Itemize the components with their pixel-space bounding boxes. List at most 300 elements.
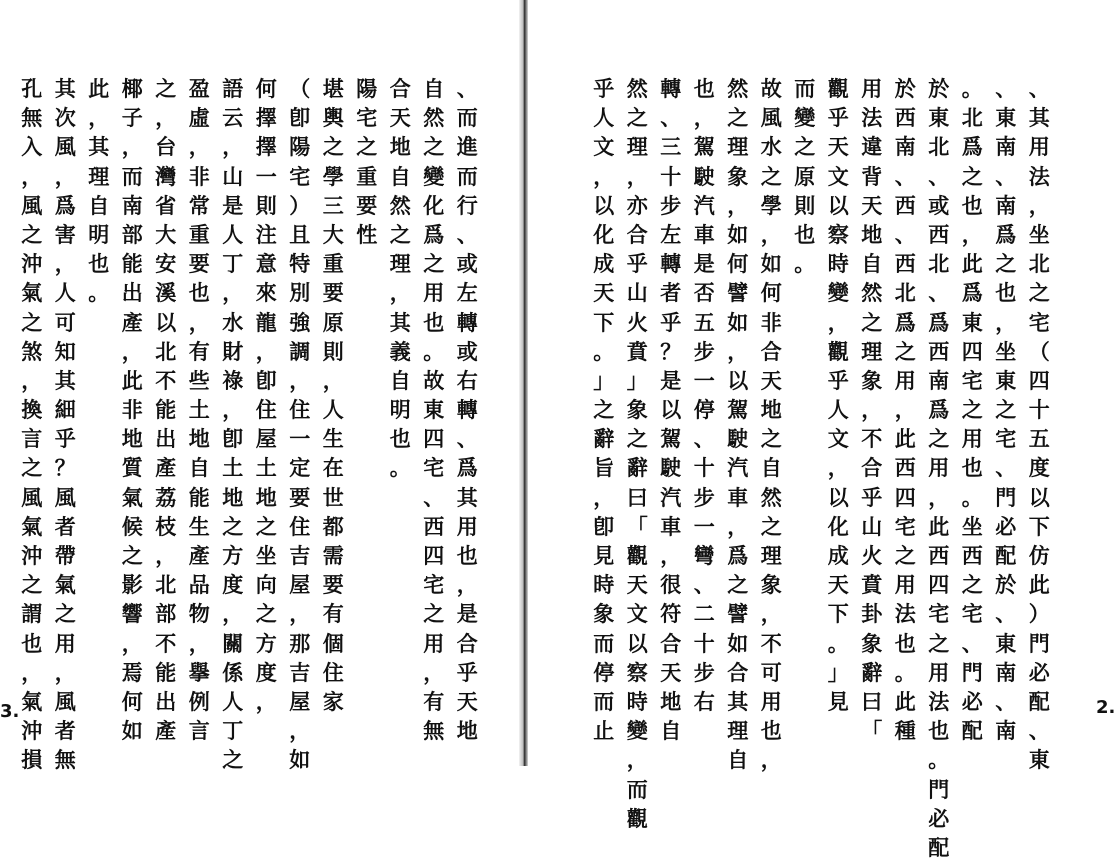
character: 生 — [188, 513, 210, 539]
character: 北 — [894, 280, 916, 306]
character: 之 — [593, 397, 615, 423]
text-column — [788, 74, 822, 862]
text-column — [317, 74, 351, 775]
character: 宅 — [961, 367, 983, 393]
character: 辭 — [593, 426, 615, 452]
character: 坐 — [961, 513, 983, 539]
character: 法 — [1028, 163, 1050, 189]
character: 駕 — [693, 134, 715, 160]
character: 風 — [54, 484, 76, 510]
character: 也 — [928, 718, 950, 744]
character: 停 — [693, 397, 715, 423]
character: 宅 — [1028, 309, 1050, 335]
character: ， — [1028, 192, 1050, 218]
character: 一 — [289, 426, 311, 452]
character: 質 — [121, 455, 143, 481]
character: 南 — [995, 192, 1017, 218]
character: 亦 — [626, 192, 648, 218]
character: ， — [423, 659, 445, 685]
character: 卽 — [289, 105, 311, 131]
character: 如 — [727, 221, 749, 247]
character: 者 — [54, 718, 76, 744]
character: 時 — [593, 572, 615, 598]
character: 之 — [961, 572, 983, 598]
character: 性 — [356, 221, 378, 247]
character: 自 — [389, 163, 411, 189]
character: 住 — [289, 513, 311, 539]
character: 些 — [188, 367, 210, 393]
character: ， — [54, 251, 76, 277]
character: 合 — [861, 455, 883, 481]
character: 必 — [1028, 659, 1050, 685]
character: 用 — [456, 513, 478, 539]
character: 理 — [727, 134, 749, 160]
text-column — [755, 74, 789, 862]
character: 其 — [727, 688, 749, 714]
character: 風 — [54, 134, 76, 160]
character: 停 — [593, 659, 615, 685]
character: （ — [1028, 338, 1050, 364]
character: 影 — [121, 572, 143, 598]
character: 之 — [21, 572, 43, 598]
character: 西 — [961, 543, 983, 568]
character: 西 — [894, 455, 916, 481]
text-column — [15, 74, 49, 775]
character: 爲 — [928, 309, 950, 335]
character: 轉 — [660, 251, 682, 277]
character: 丁 — [222, 251, 244, 277]
character: ， — [188, 309, 210, 335]
character: 門 — [1028, 630, 1050, 656]
character: 之 — [961, 163, 983, 189]
character: 之 — [995, 251, 1017, 277]
character: 人 — [54, 280, 76, 306]
character: 象 — [861, 630, 883, 656]
character: 車 — [727, 484, 749, 510]
character: 西 — [928, 543, 950, 568]
character: 變 — [794, 105, 816, 131]
character: 那 — [289, 630, 311, 656]
character: 人 — [827, 397, 849, 423]
character: 見 — [827, 688, 849, 714]
character: 沖 — [21, 543, 43, 568]
character: 車 — [660, 513, 682, 539]
character: 爲 — [727, 543, 749, 568]
character: 用 — [1028, 134, 1050, 160]
character: 合 — [760, 338, 782, 364]
character: 乎 — [626, 251, 648, 277]
text-column — [621, 74, 655, 862]
character: 很 — [660, 572, 682, 598]
character: 風 — [760, 105, 782, 131]
character: 自 — [760, 455, 782, 481]
text-column — [822, 74, 856, 862]
character: 龍 — [255, 309, 277, 335]
character: 象 — [626, 397, 648, 423]
character: 十 — [693, 630, 715, 656]
character: 安 — [155, 251, 177, 277]
text-column — [216, 74, 250, 775]
character: 步 — [693, 659, 715, 685]
character: 北 — [961, 105, 983, 131]
character: 也 — [693, 76, 715, 101]
character: 其 — [54, 367, 76, 393]
text-column — [149, 74, 183, 775]
character: 見 — [593, 543, 615, 568]
character: 。 — [88, 280, 110, 306]
character: 省 — [155, 192, 177, 218]
character: 十 — [660, 163, 682, 189]
character: 然 — [423, 105, 445, 131]
character: 乎 — [456, 659, 478, 685]
character: 無 — [54, 747, 76, 773]
book-spine — [519, 0, 528, 766]
text-column — [384, 74, 418, 775]
character: 法 — [894, 601, 916, 627]
character: 焉 — [121, 659, 143, 685]
character: 文 — [827, 163, 849, 189]
page-number: 3. — [0, 701, 20, 722]
character: 文 — [593, 134, 615, 160]
character: ， — [155, 543, 177, 568]
character: 家 — [322, 688, 344, 714]
text-column — [889, 74, 923, 862]
character: 之 — [21, 221, 43, 247]
character: 溪 — [155, 280, 177, 306]
character: 東 — [995, 630, 1017, 656]
character: 駛 — [727, 426, 749, 452]
character: 在 — [322, 455, 344, 481]
character: 、 — [995, 163, 1017, 189]
character: 汽 — [727, 455, 749, 481]
character: 之 — [760, 426, 782, 452]
character: 以 — [827, 192, 849, 218]
character: ， — [727, 192, 749, 218]
character: 彎 — [693, 543, 715, 568]
character: 乎 — [593, 76, 615, 101]
character: 也 — [389, 426, 411, 452]
character: 或 — [928, 192, 950, 218]
character: 、 — [928, 280, 950, 306]
character: 子 — [121, 105, 143, 131]
character: ， — [894, 397, 916, 423]
character: 、 — [1028, 718, 1050, 744]
character: 沖 — [21, 251, 43, 277]
character: 物 — [188, 601, 210, 627]
character: 理 — [727, 718, 749, 744]
character: 北 — [155, 338, 177, 364]
character: 西 — [423, 513, 445, 539]
character: 天 — [827, 572, 849, 598]
character: 卦 — [861, 601, 883, 627]
character: 乎 — [660, 309, 682, 335]
character: 種 — [894, 718, 916, 744]
character: 、 — [456, 426, 478, 452]
character: 人 — [322, 397, 344, 423]
character: 理 — [88, 163, 110, 189]
character: 下 — [1028, 513, 1050, 539]
character: 有 — [322, 601, 344, 627]
character: 是 — [222, 192, 244, 218]
character: 以 — [626, 630, 648, 656]
character: 譬 — [727, 280, 749, 306]
character: 原 — [322, 309, 344, 335]
character: 之 — [155, 76, 177, 101]
character: 能 — [155, 397, 177, 423]
character: 出 — [121, 280, 143, 306]
character: 然 — [626, 76, 648, 101]
character: 此 — [88, 76, 110, 101]
character: 其 — [88, 134, 110, 160]
text-column — [1023, 74, 1057, 862]
character: 地 — [188, 426, 210, 452]
character: 觀 — [827, 76, 849, 101]
character: ， — [54, 659, 76, 685]
character: 特 — [289, 251, 311, 277]
text-column — [721, 74, 755, 862]
character: ， — [961, 221, 983, 247]
character: ， — [322, 367, 344, 393]
character: ， — [861, 397, 883, 423]
character: 西 — [928, 221, 950, 247]
character: 必 — [995, 513, 1017, 539]
character: 駛 — [660, 455, 682, 481]
character: 個 — [322, 630, 344, 656]
character: 之 — [928, 426, 950, 452]
character: 沖 — [21, 718, 43, 744]
character: 之 — [21, 309, 43, 335]
text-column — [183, 74, 217, 775]
character: 進 — [456, 134, 478, 160]
character: 成 — [593, 251, 615, 277]
character: 也 — [961, 455, 983, 481]
character: 產 — [155, 455, 177, 481]
character: 調 — [289, 338, 311, 364]
character: 合 — [626, 221, 648, 247]
character: 、 — [995, 688, 1017, 714]
character: 爲 — [961, 280, 983, 306]
text-column — [922, 74, 956, 862]
character: 觀 — [827, 338, 849, 364]
character: 十 — [693, 455, 715, 481]
character: 無 — [21, 105, 43, 131]
character: ， — [727, 513, 749, 539]
character: 人 — [593, 105, 615, 131]
character: 化 — [423, 192, 445, 218]
character: 是 — [693, 251, 715, 277]
character: ， — [593, 163, 615, 189]
character: 能 — [155, 659, 177, 685]
character: 爲 — [423, 221, 445, 247]
character: 於 — [995, 572, 1017, 598]
character: 右 — [693, 688, 715, 714]
character: 象 — [861, 367, 883, 393]
character: 地 — [456, 718, 478, 744]
character: 之 — [21, 455, 43, 481]
character: 之 — [861, 309, 883, 335]
character: 爲 — [961, 134, 983, 160]
character: 次 — [54, 105, 76, 131]
character: 宅 — [995, 426, 1017, 452]
character: 不 — [861, 426, 883, 452]
character: 其 — [54, 76, 76, 101]
character: 西 — [894, 192, 916, 218]
character: 自 — [188, 455, 210, 481]
character: 。 — [593, 338, 615, 364]
character: 用 — [423, 280, 445, 306]
character: ， — [21, 367, 43, 393]
character: 別 — [289, 280, 311, 306]
character: 變 — [423, 163, 445, 189]
character: 如 — [121, 718, 143, 744]
character: 駕 — [727, 397, 749, 423]
character: 盈 — [188, 76, 210, 101]
character: 風 — [21, 192, 43, 218]
character: ， — [827, 455, 849, 481]
character: 陽 — [356, 76, 378, 101]
character: 此 — [1028, 572, 1050, 598]
character: 山 — [626, 280, 648, 306]
character: 例 — [188, 688, 210, 714]
character: 也 — [456, 543, 478, 568]
character: 地 — [121, 426, 143, 452]
character: ， — [995, 309, 1017, 335]
character: 左 — [660, 221, 682, 247]
character: ， — [727, 338, 749, 364]
character: 變 — [626, 718, 648, 744]
character: 或 — [456, 338, 478, 364]
character: 屋 — [289, 688, 311, 714]
character: 「 — [626, 513, 648, 539]
character: 不 — [155, 367, 177, 393]
character: 。 — [794, 251, 816, 277]
text-column — [283, 74, 317, 775]
character: ， — [389, 280, 411, 306]
character: 何 — [121, 688, 143, 714]
character: 一 — [255, 163, 277, 189]
character: 爲 — [995, 221, 1017, 247]
character: 此 — [894, 426, 916, 452]
character: 土 — [222, 455, 244, 481]
character: （ — [289, 76, 311, 101]
character: 或 — [456, 251, 478, 277]
character: 言 — [188, 718, 210, 744]
character: 、 — [693, 426, 715, 452]
character: 、 — [928, 163, 950, 189]
character: 乎 — [827, 105, 849, 131]
character: 、 — [894, 163, 916, 189]
character: 有 — [423, 688, 445, 714]
character: 要 — [289, 484, 311, 510]
character: 。 — [928, 747, 950, 773]
character: 之 — [255, 513, 277, 539]
character: 其 — [1028, 105, 1050, 131]
character: 理 — [389, 251, 411, 277]
character: 如 — [289, 747, 311, 773]
character: 之 — [423, 251, 445, 277]
page-number: 2. — [1096, 697, 1115, 718]
character: 方 — [222, 543, 244, 568]
character: 卽 — [255, 367, 277, 393]
left-page-text — [15, 74, 484, 775]
character: 、 — [995, 76, 1017, 101]
character: ， — [289, 718, 311, 744]
character: 細 — [54, 397, 76, 423]
character: 強 — [289, 309, 311, 335]
character: 違 — [861, 134, 883, 160]
character: 品 — [188, 572, 210, 598]
character: 氣 — [121, 484, 143, 510]
character: 西 — [928, 338, 950, 364]
character: 關 — [222, 630, 244, 656]
character: 何 — [760, 280, 782, 306]
character: 成 — [827, 543, 849, 568]
character: 背 — [861, 163, 883, 189]
character: 之 — [626, 426, 648, 452]
character: 度 — [222, 572, 244, 598]
character: 符 — [660, 601, 682, 627]
character: 自 — [423, 76, 445, 101]
text-column — [855, 74, 889, 862]
character: 也 — [794, 221, 816, 247]
character: 能 — [121, 251, 143, 277]
character: 重 — [188, 221, 210, 247]
character: 」 — [626, 367, 648, 393]
character: 、 — [1028, 76, 1050, 101]
character: 要 — [356, 192, 378, 218]
character: 向 — [255, 572, 277, 598]
character: ， — [222, 601, 244, 627]
character: 法 — [861, 105, 883, 131]
character: 東 — [928, 105, 950, 131]
character: 於 — [928, 76, 950, 101]
character: 之 — [727, 572, 749, 598]
character: 此 — [961, 251, 983, 277]
character: 天 — [861, 192, 883, 218]
character: 學 — [760, 192, 782, 218]
character: 」 — [593, 367, 615, 393]
character: 生 — [322, 426, 344, 452]
character: 四 — [1028, 367, 1050, 393]
character: 人 — [222, 688, 244, 714]
character: 部 — [121, 221, 143, 247]
character: 爲 — [456, 455, 478, 481]
character: 之 — [423, 601, 445, 627]
character: 地 — [255, 484, 277, 510]
character: 用 — [894, 572, 916, 598]
character: 北 — [1028, 251, 1050, 277]
character: 椰 — [121, 76, 143, 101]
character: ， — [255, 338, 277, 364]
character: 風 — [21, 484, 43, 510]
character: 之 — [894, 543, 916, 568]
character: 東 — [423, 397, 445, 423]
character: 西 — [894, 251, 916, 277]
character: 止 — [593, 718, 615, 744]
character: 化 — [593, 221, 615, 247]
character: 有 — [188, 338, 210, 364]
character: 理 — [861, 338, 883, 364]
character: 」 — [827, 659, 849, 685]
character: 屋 — [255, 426, 277, 452]
character: 度 — [255, 659, 277, 685]
character: 乎 — [827, 367, 849, 393]
character: 虛 — [188, 105, 210, 131]
text-column — [956, 74, 990, 862]
character: 自 — [727, 747, 749, 773]
character: 爲 — [894, 309, 916, 335]
character: 北 — [928, 134, 950, 160]
